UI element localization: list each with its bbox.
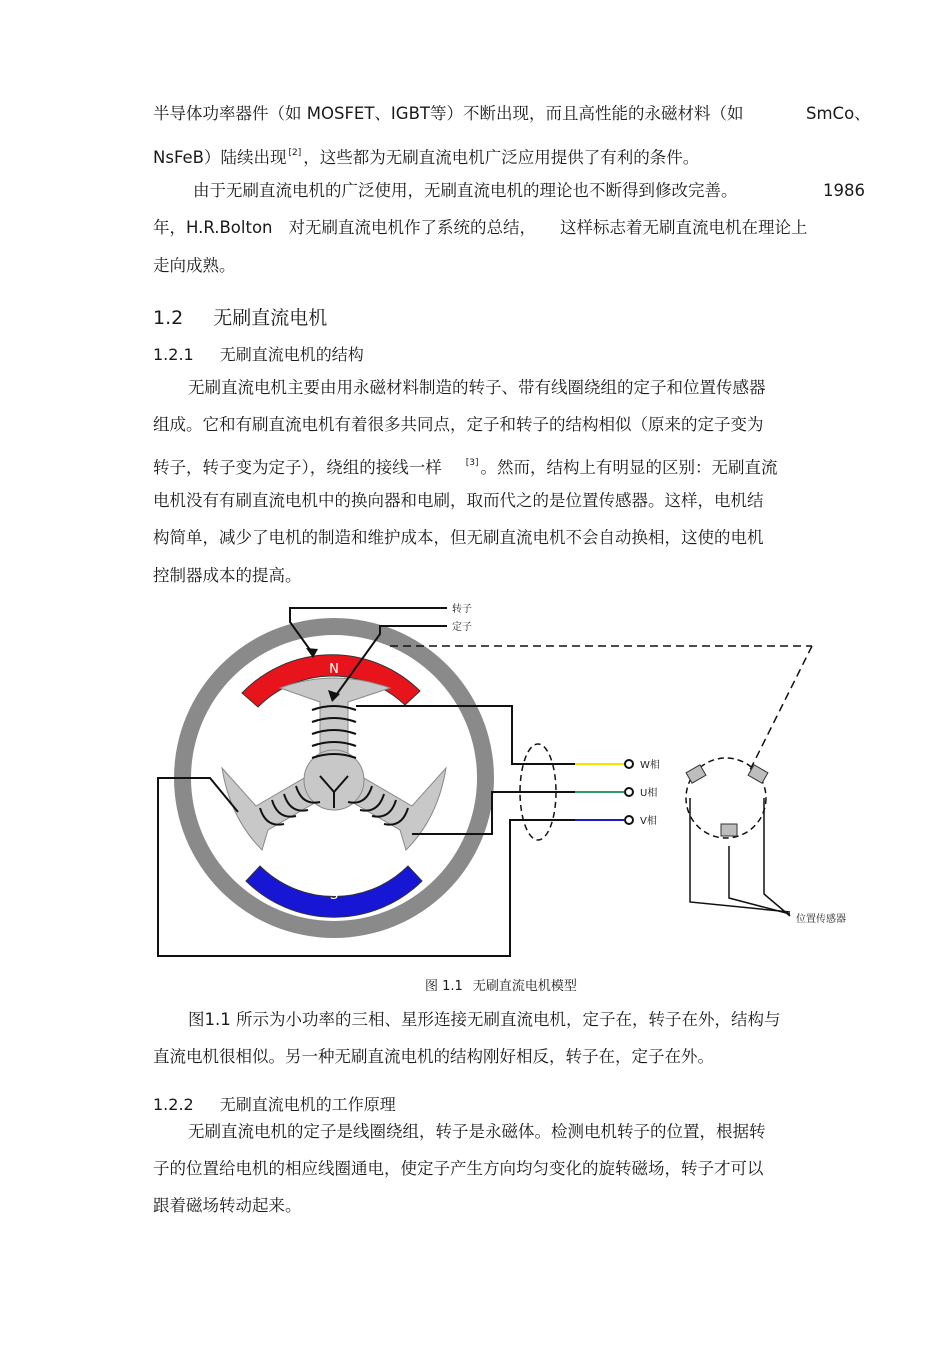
sensor-callout-middle [729,846,790,914]
w-terminal [625,760,633,768]
para2-line3: 走向成熟。 [153,256,236,275]
para3-line4: 电机没有有刷直流电机中的换向器和电刷，取而代之的是位置传感器。这样，电机结 [153,491,764,510]
citation-ref[interactable]: [3] [465,458,479,468]
u-terminal [625,788,633,796]
sensor-callout-right [764,798,790,916]
section-title: 无刷直流电机 [213,307,328,329]
para2-line2-a: 年，H.R.Bolton [153,218,273,237]
position-sensor-label: 位置传感器 [796,914,846,925]
hall-sensors [686,765,768,836]
section-heading-1-2 [153,303,327,330]
south-pole-label: S [329,888,339,903]
detail-dash-diagonal [750,646,812,770]
para1-line1 [153,104,744,124]
rotor-label: 转子 [452,604,472,615]
w-phase-label: W相 [640,760,660,771]
para1-line1-tail: SmCo、 [806,104,871,123]
sensor-callout-left [690,798,790,912]
section-heading-1-2-1 [153,342,364,365]
hall-sensor-bottom [721,824,737,836]
section-number: 1.2 [153,307,184,329]
para3-line3-a: 转子，转子变为定子），绕组的接线一样 [153,458,442,477]
para5-line3: 跟着磁场转动起来。 [153,1196,302,1215]
para1-line1-text: 半导体功率器件（如 MOSFET、IGBT等）不断出现，而且高性能的永磁材料（如 [153,104,744,123]
para3-line5: 构简单，减少了电机的制造和维护成本，但无刷直流电机不会自动换相，这使的电机 [153,528,764,547]
para3-line1: 无刷直流电机主要由用永磁材料制造的转子、带有线圈绕组的定子和位置传感器 [188,378,766,397]
section-title: 无刷直流电机的工作原理 [219,1095,396,1114]
section-number: 1.2.1 [153,345,194,364]
bldc-motor-diagram [150,598,860,968]
para3-line3-b: 。然而，结构上有明显的区别：无刷直流 [480,458,778,477]
north-pole-label: N [329,662,339,677]
v-phase-label: V相 [640,816,657,827]
para2-line2 [153,218,808,238]
para5-line1: 无刷直流电机的定子是线圈绕组，转子是永磁体。检测电机转子的位置，根据转 [188,1122,766,1141]
para3-line3 [153,453,778,478]
section-heading-1-2-2 [153,1092,396,1115]
hall-sensor-left [686,765,706,783]
para4-line1: 图1.1 所示为小功率的三相、星形连接无刷直流电机，定子在，转子在外，结构与 [188,1010,781,1029]
section-number: 1.2.2 [153,1095,194,1114]
para5-line2: 子的位置给电机的相应线圈通电，使定子产生方向均匀变化的旋转磁场，转子才可以 [153,1159,764,1178]
para2-line2-c: 这样标志着无刷直流电机在理论上 [560,218,808,237]
figure-number: 图 1.1 [425,979,463,994]
figure-caption [425,975,577,994]
para1-line2 [153,143,699,168]
citation-ref[interactable]: [2] [288,148,302,158]
v-terminal [625,816,633,824]
para1-line2-rest: ，这些都为无刷直流电机广泛应用提供了有利的条件。 [303,148,700,167]
section-title: 无刷直流电机的结构 [219,345,364,364]
u-phase-label: U相 [640,788,658,799]
para1-line2-text: NsFeB）陆续出现 [153,148,287,167]
para4-line2: 直流电机很相似。另一种无刷直流电机的结构刚好相反，转子在，定子在外。 [153,1047,714,1066]
para3-line2: 组成。它和有刷直流电机有着很多共同点，定子和转子的结构相似（原来的定子变为 [153,415,764,434]
para2-line1: 由于无刷直流电机的广泛使用，无刷直流电机的理论也不断得到修改完善。 [193,181,738,200]
para2-line1-tail: 1986 [823,181,865,200]
figure-title: 无刷直流电机模型 [472,979,577,994]
stator-label: 定子 [452,622,472,633]
para2-line2-b: 对无刷直流电机作了系统的总结， [288,218,537,237]
para3-line6: 控制器成本的提高。 [153,566,302,585]
